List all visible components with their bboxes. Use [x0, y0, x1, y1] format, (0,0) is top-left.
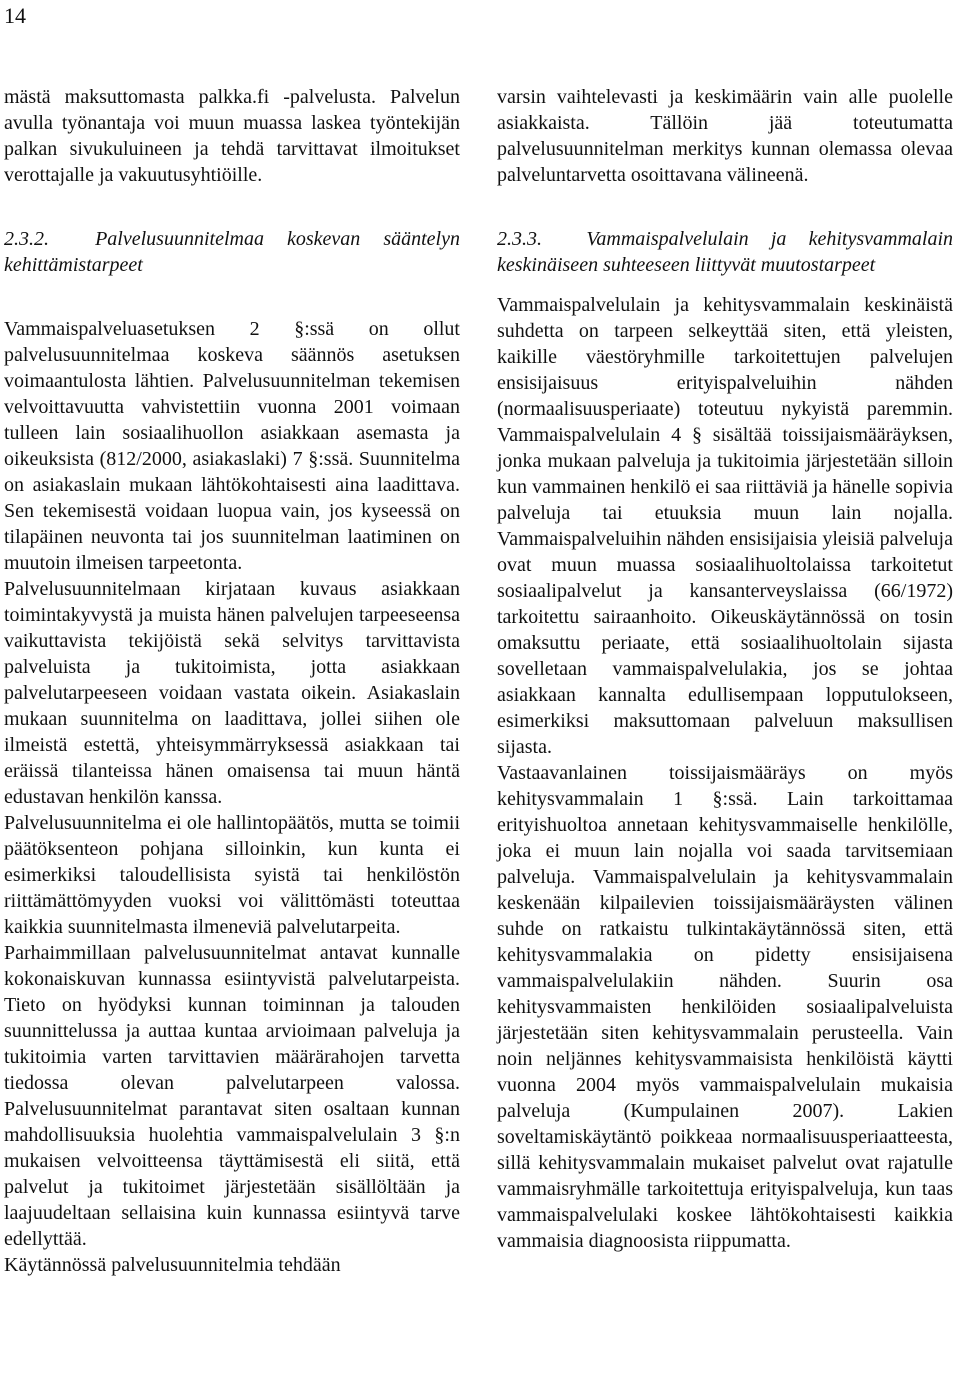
left-column	[4, 84, 460, 1278]
paragraph: Vastaavanlainen toissijaismääräys on myös kehitysvammalain 1 §:ssä. Lain tarkoittamaa erityishuoltoa annetaan kehitysvammaiselle henkilölle, joka ei muun lain nojalla voi saada tarvitsemiaan palveluja. Vammaispalvelulain ja kehitysvammalain keskenään kilpailevien toissijaismääräysten välinen suhde on ratkaistu tulkintakäytännössä siten, että kehitysvammalakia on pidetty ensisijaisena vammaispalvelulakiin nähden. Suurin osa kehitysvammaisten henkilöiden sosiaalipalveluista järjestetään siten kehitysvammalain perusteella. Vain noin neljännes kehitysvammaisista henkilöistä käytti vuonna 2004 myös vammaispalvelulain mukaisia palveluja (Kumpulainen 2007). Lakien soveltamiskäytäntö poikkeaa normaalisuusperiaatteesta, sillä kehitysvammalain mukaiset palvelut ovat rajatulle vammaisryhmälle tarkoitettuja erityispalveluja, kun taas vammaispalvelulaki koskee lähtökohtaisesti kaikkia vammaisia diagnoosista riippumatta.	[497, 762, 953, 1252]
section-title: Palvelusuunnitelmaa koskevan sääntelyn kehittämistarpeet	[4, 228, 460, 276]
paragraph: Parhaimmillaan palvelusuunnitelmat antavat kunnalle kokonaiskuvan kunnassa esiintyvistä palvelutarpeista. Tieto on hyödyksi kunnan toiminnan ja talouden suunnittelussa ja auttaa kuntaa arvioimaan palveluja ja tukitoimia varten tarvittavien määrärahojen tarvetta tiedossa olevan palvelutarpeen valossa. Palvelusuunnitelmat parantavat siten osaltaan kunnan mahdollisuuksia huolehtia vammaispalvelulain 3 §:n mukaisen velvoitteensa täyttämisestä eli siitä, että palvelut ja tukitoimet järjestetään sisällöltään ja laajuudeltaan sellaisina kuin kunnassa esiintyvä tarve edellyttää.	[4, 942, 460, 1250]
section-number: 2.3.2.	[4, 228, 49, 250]
paragraph: Vammaispalvelulain ja kehitysvammalain keskinäistä suhdetta on tarpeen selkeyttää siten, että yleisten, kaikille väestöryhmille tarkoitettujen palvelujen ensisijaisuus erityispalveluihin nähden (normaalisuusperiaate) toteutuu nykyistä paremmin. Vammaispalvelulain 4 § sisältää toissijaismääräyksen, jonka mukaan palveluja ja tukitoimia järjestetään silloin kun vammainen henkilö ei saa riittäviä ja hänelle sopivia palveluja tai etuuksia muun lain nojalla. Vammaispalveluihin nähden ensisijaisia yleisiä palveluja ovat muun muassa sosiaalihuoltolaissa tarkoitetut sosiaalipalvelut ja kansanterveyslaissa (66/1972) tarkoitettu sairaanhoito. Oikeuskäytännössä on tosin omaksuttu periaate, että sosiaalihuoltolain sijasta sovelletaan vammaispalvelulakia, jos se johtaa asiakkaan kannalta edullisempaan lopputulokseen, esimerkiksi maksuttomaan palveluun maksullisen sijasta.	[497, 294, 953, 758]
section-title: Vammaispalvelulain ja kehitysvammalain keskinäiseen suhteeseen liittyvät muutostarpeet	[497, 228, 954, 276]
paragraph: Vammaispalveluasetuksen 2 §:ssä on ollut palvelusuunnitelmaa koskeva säännös asetuksen voimaantulosta lähtien. Palvelusuunnitelman tekemisen velvoittavuutta vahvistettiin vuonna 2001 voimaan tulleen lain sosiaalihuollon asiakkaan asemasta ja oikeuksista (812/2000, asiakaslaki) 7 §:ssä. Suunnitelma on asiakaslain mukaan lähtökohtaisesti aina laadittava. Sen tekemisestä voidaan luopua vain, jos kyseessä on tilapäinen neuvonta tai jos suunnitelman laatiminen on muutoin ilmeisen tarpeetonta.	[4, 318, 460, 574]
section-heading-2-3-2	[4, 226, 460, 278]
section-heading-2-3-3	[497, 226, 953, 278]
right-column	[497, 84, 953, 1254]
paragraph: Palvelusuunnitelma ei ole hallintopäätös, mutta se toimii päätöksenteon pohjana silloinkin, kun kunta ei esimerkiksi taloudellisista syistä tai henkilöstön riittämättömyyden vuoksi voi välittömästi toteuttaa kaikkia suunnitelmasta ilmeneviä palvelutarpeita.	[4, 812, 460, 938]
paragraph-intro: varsin vaihtelevasti ja keskimäärin vain alle puolelle asiakkaista. Tällöin jää toteutumatta palvelusuunnitelman merkitys kunnan olemassa olevaa palveluntarvetta osoittavana välineenä.	[497, 86, 953, 186]
section-number: 2.3.3.	[497, 228, 542, 250]
page-number: 14	[4, 3, 26, 28]
paragraph: Käytännössä palvelusuunnitelmia tehdään	[4, 1254, 341, 1276]
paragraph: Palvelusuunnitelmaan kirjataan kuvaus asiakkaan toimintakyvystä ja muista hänen palvelujen tarpeeseensa vaikuttavista tekijöistä sekä selvitys tarvittavista palveluista ja tukitoimista, jotta asiakkaan palvelutarpeeseen voidaan vastata oikein. Asiakaslain mukaan suunnitelma on laadittava, jollei siihen ole ilmeistä estettä, yhteisymmärryksessä asiakkaan tai eräissä tilanteissa hänen omaisensa tai muun häntä edustavan henkilön kanssa.	[4, 578, 460, 808]
paragraph-intro: mästä maksuttomasta palkka.fi -palvelusta. Palvelun avulla työnantaja voi muun muassa laskea työntekijän palkan sivukuluineen ja tehdä tarvittavat ilmoitukset verottajalle ja vakuutusyhtiöille.	[4, 86, 460, 186]
